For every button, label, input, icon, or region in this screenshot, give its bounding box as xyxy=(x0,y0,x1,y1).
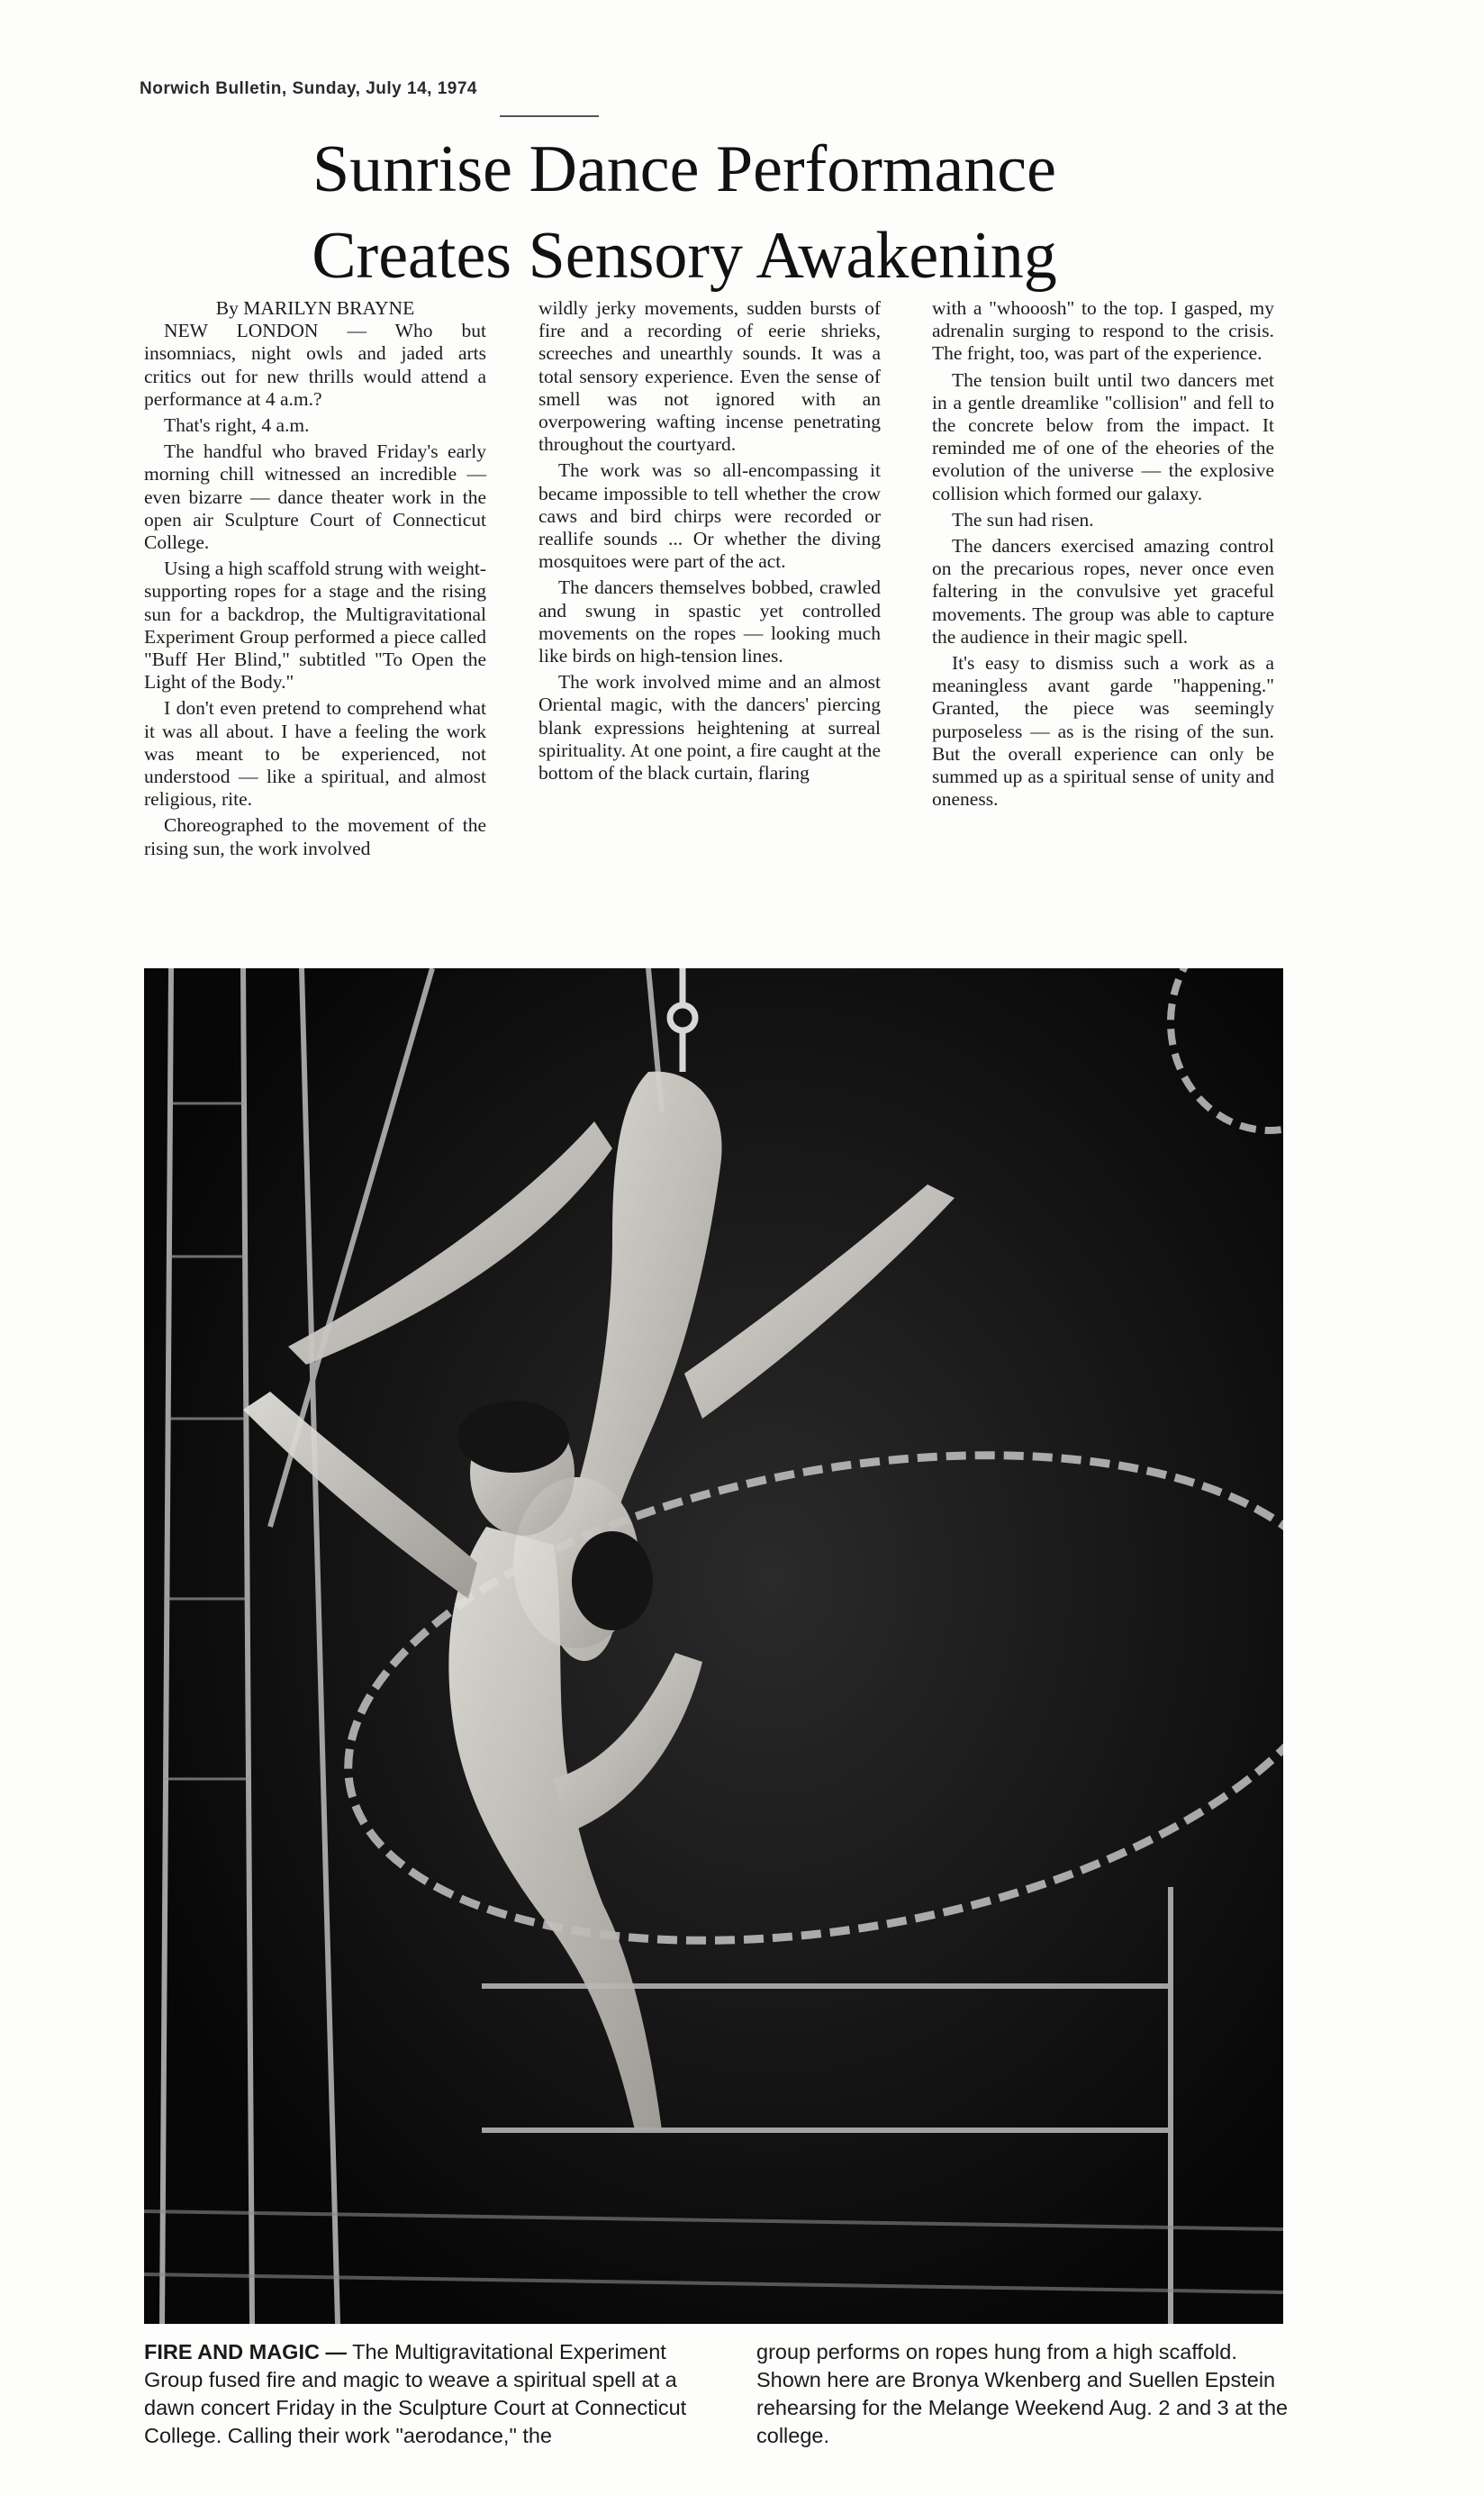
photo-illustration xyxy=(144,968,1283,2324)
article-column-2 xyxy=(538,297,881,788)
headline xyxy=(171,126,1198,299)
photo-caption-part-2 xyxy=(756,2338,1306,2450)
article-column-1 xyxy=(144,297,486,864)
paragraph: The work involved mime and an almost Oriental magic, with the dancers' piercing blank expressions heightening at surreal spirituality. At one point, a fire caught at the bottom of the black curtain, flaring xyxy=(538,671,881,785)
dancers-photo xyxy=(144,968,1283,2324)
headline-line-1: Sunrise Dance Performance xyxy=(312,132,1056,206)
paragraph: The tension built until two dancers met in a gentle dreamlike "collision" and fell to the concrete below from the impact. It reminded me of one of the eheories of the evolution of the universe — the explosive collision which formed our galaxy. xyxy=(932,368,1274,504)
paragraph: with a "whooosh" to the top. I gasped, my adrenalin surging to respond to the crisis. The fright, too, was part of the experience. xyxy=(932,297,1274,365)
paragraph: That's right, 4 a.m. xyxy=(164,414,310,437)
paragraph: The dancers themselves bobbed, crawled and swung in spastic yet controlled movements on the ropes — looking much like birds on high-tension lines. xyxy=(538,576,881,667)
paragraph: The handful who braved Friday's early morning chill witnessed an incredible — even bizarre — dance theater work in the open air Sculpture Court of Connecticut College. xyxy=(144,440,486,554)
paragraph: It's easy to dismiss such a work as a meaningless avant garde "happening." Granted, the piece was seemingly purposeless — as is the rising of the sun. But the overall experience can only be summed up as a spiritual sense of unity and oneness. xyxy=(932,652,1274,811)
paragraph: The work was so all-encompassing it became impossible to tell whether the crow caws and bird chirps were recorded or reallife sounds ... Or whether the diving mosquitoes were part of the act. xyxy=(538,459,881,573)
caption-lead: FIRE AND MAGIC — xyxy=(144,2340,347,2363)
caption-text-continued: group performs on ropes hung from a high scaffold. Shown here are Bronya Wkenberg and Suellen Epstein rehearsing for the Melange Weekend Aug. 2 and 3 at the college. xyxy=(756,2340,1289,2447)
paragraph: Using a high scaffold strung with weight-supporting ropes for a stage and the rising sun for a backdrop, the Multigravitational Experiment Group performed a piece called "Buff Her Blind," subtitled "To Open the Light of the Body." xyxy=(144,558,486,694)
article-column-3 xyxy=(932,297,1274,814)
paragraph: NEW LONDON — Who but insomniacs, night owls and jaded arts critics out for new thrills would attend a performance at 4 a.m.? xyxy=(144,320,486,410)
paragraph: I don't even pretend to comprehend what it was all about. I have a feeling the work was meant to be experienced, not understood — like a spiritual, and almost religious, rite. xyxy=(144,697,486,811)
dateline: Norwich Bulletin, Sunday, July 14, 1974 xyxy=(140,79,477,98)
byline: By MARILYN BRAYNE xyxy=(215,297,415,319)
paragraph: Choreographed to the movement of the rising sun, the work involved xyxy=(144,814,486,859)
photo-caption-part-1 xyxy=(144,2338,693,2450)
paragraph: wildly jerky movements, sudden bursts of fire and a recording of eerie shrieks, screeches and unearthly sounds. It was a total sensory experience. Even the sense of smell was not ignored with an overpowering wafting incense penetrating throughout the courtyard. xyxy=(538,297,881,456)
caption-text: The Multigravitational Experiment Group fused fire and magic to weave a spiritual spell at a dawn concert Friday in the Sculpture Court at Connecticut College. Calling their work "aerodance," the xyxy=(144,2340,687,2447)
paragraph: The sun had risen. xyxy=(952,508,1094,531)
headline-line-2: Creates Sensory Awakening xyxy=(312,219,1057,293)
dateline-rule xyxy=(500,115,599,117)
paragraph: The dancers exercised amazing control on the precarious ropes, never once even faltering in the convulsive yet graceful movements. The group was able to capture the audience in their magic spell. xyxy=(932,535,1274,648)
